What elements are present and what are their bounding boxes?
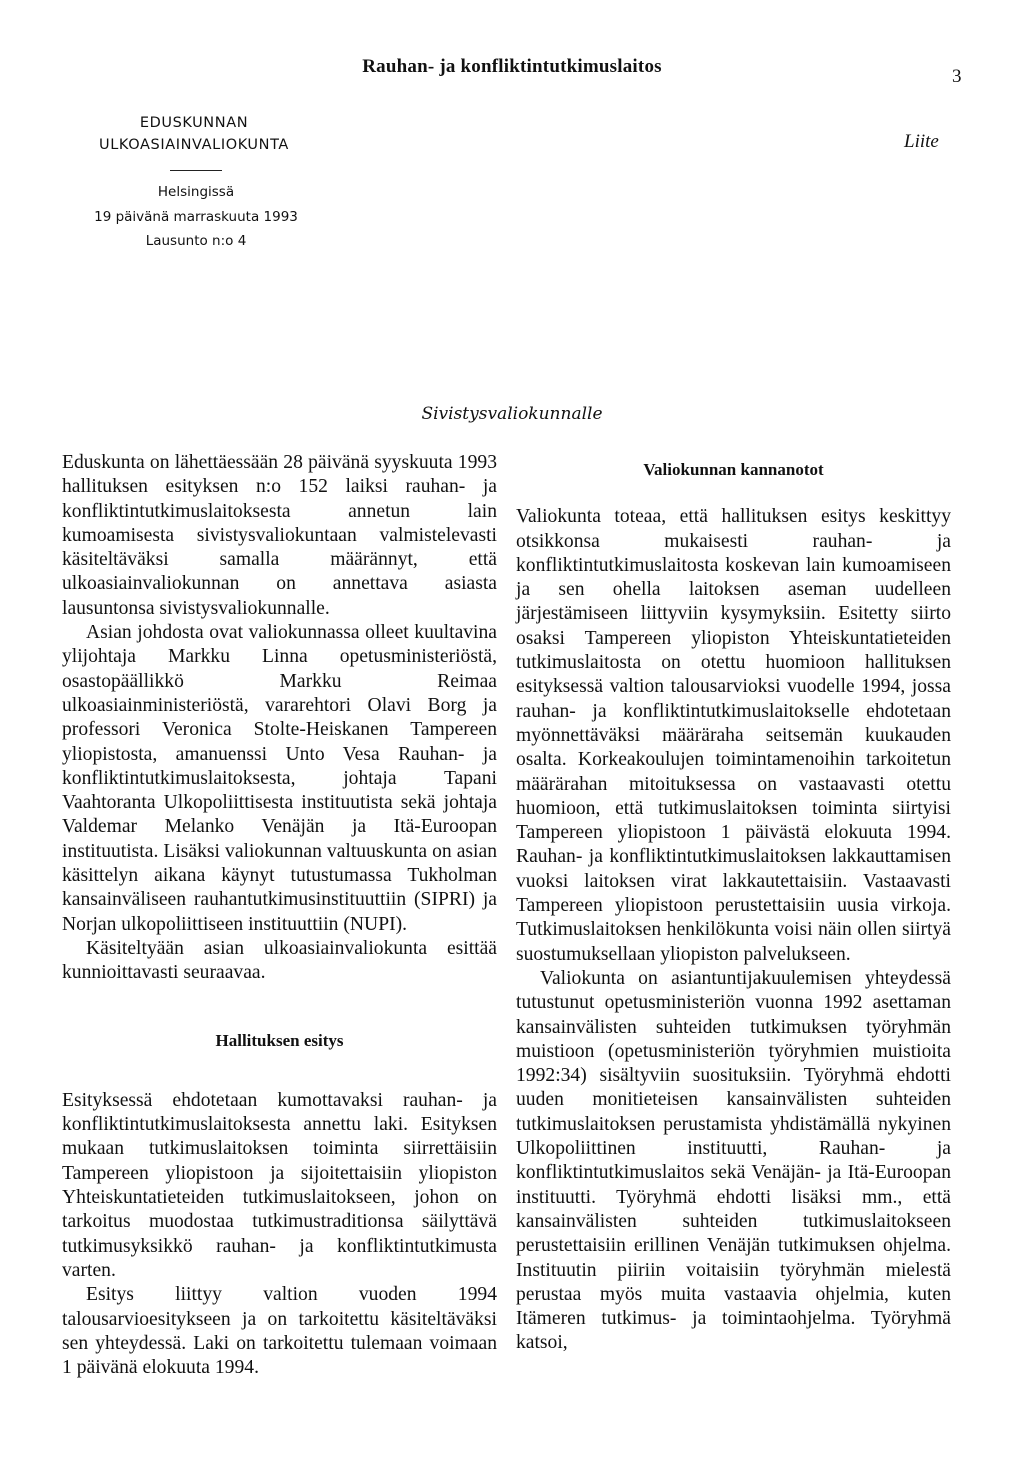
experts-paragraph: Asian johdosta ovat valiokunnassa olleet kuultavina ylijohtaja Markku Linna opetusministeriöstä, osastopäällikkö Markku Reimaa ulkoasiainministeriöstä, vararehtori Olavi Borg ja professori Veronica Stolte-Heiskanen Tampereen yliopistosta, amanuenssi Unto Vesa Rauhan- ja konfliktintutkimuslaitoksesta, johtaja Tapani Vaahtoranta Ulkopoliittisesta instituutista sekä johtaja Valdemar Melanko Venäjän ja Itä-Euroopan instituutista. Lisäksi valiokunnan valtuuskunta on asian käsittelyn aikana käynyt tutustumassa Tukholman kansainväliseen rauhantutkimusinstituuttiin (SIPRI) ja Norjan ulkopoliittiseen instituuttiin (NUPI). xyxy=(62,622,497,935)
committee-line-2: ULKOASIAINVALIOKUNTA xyxy=(99,137,289,153)
statement-number: Lausunto n:o 4 xyxy=(145,233,247,249)
intro-paragraph: Eduskunta on lähettäessään 28 päivänä syyskuuta 1993 hallituksen esityksen n:o 152 laiksi rauhan- ja konfliktintutkimuslaitoksesta annetun lain kumoamisesta sivistysvaliokuntaan valmistelevasti käsiteltäväksi samalla määrännyt, että ulkoasiainvaliokunnan on annettava asiasta lausuntonsa sivistysvaliokunnalle. xyxy=(62,452,497,619)
addressee: Sivistysvaliokunnalle xyxy=(421,404,603,424)
committee-line-1: EDUSKUNNAN xyxy=(139,115,249,131)
views-paragraph-1: Valiokunta toteaa, että hallituksen esitys keskittyy otsikkonsa mukaisesti rauhan- ja konfliktintutkimuslaitosta koskevan lain kumoamiseen ja sen ohella laitoksen aseman uudelleen järjestämiseen liittyviin kysymyksiin. Esitetty siirto osaksi Tampereen yliopiston Yhteiskuntatieteiden tutkimuslaitosta on otettu huomioon hallituksen esityksessä valtion talousarvioksi vuodelle 1994, jossa rauhan- ja konfliktintutkimuslaitokselle ehdotetaan myönnettäväksi määräraha seitsemän kuukauden osalta. Korkeakoulujen toimintamenoihin tarkoitetun määrärahan mitoituksessa on vastaavasti otettu huomioon, että tutkimuslaitoksen toiminta siirtyisi Tampereen yliopistoon 1 päivästä elokuuta 1994. Rauhan- ja konfliktintutkimuslaitoksen lakkauttamisen vuoksi laitoksen virat lakkautettaisiin. Vastaavasti Tampereen yliopistoon perustettaisiin uusia virkoja. Tutkimuslaitoksen henkilökunta voisi näin ollen siirtyä suostumuksellaan yliopiston palvelukseen. xyxy=(516,506,951,965)
appendix-label: Liite xyxy=(904,131,939,152)
left-column xyxy=(62,451,497,1380)
date: 19 päivänä marraskuuta 1993 xyxy=(94,208,298,225)
running-title: Rauhan- ja konfliktintutkimuslaitos xyxy=(362,56,662,77)
proposal-paragraph-2: Esitys liittyy valtion vuoden 1994 talousarvioesitykseen ja on tarkoitettu käsiteltäväksi sen yhteydessä. Laki on tarkoitettu tulemaan voimaan 1 päivänä elokuuta 1994. xyxy=(62,1284,497,1379)
conclusion-paragraph: Käsiteltyään asian ulkoasiainvaliokunta esittää kunnioittavasti seuraavaa. xyxy=(62,937,497,984)
section-heading-committee-views: Valiokunnan kannanotot xyxy=(643,460,824,479)
document-meta xyxy=(0,180,392,254)
proposal-paragraph-1: Esityksessä ehdotetaan kumottavaksi rauhan- ja konfliktintutkimuslaitoksesta annettu laki. Esityksen mukaan tutkimuslaitoksen toiminta siirrettäisiin Tampereen yliopistoon ja sijoitettaisiin yliopiston Yhteiskuntatieteiden tutkimuslaitokseen, johon on tarkoitus muodostaa tutkimustraditionsa säilyttävä tutkimusyksikkö rauhan- ja konfliktintutkimusta varten. xyxy=(62,1089,497,1281)
views-paragraph-2: Valiokunta on asiantuntijakuulemisen yhteydessä tutustunut opetusministeriön vuonna 1992 asettaman kansainvälisten suhteiden tutkimuksen työryhmän muistioon (opetusministeriön työryhmien muistioita 1992:34) sisältyviin suosituksiin. Työryhmä ehdotti uuden monitieteisen kansainvälisten suhteiden tutkimuslaitoksen perustamista yhdistämällä nykyinen Ulkopoliittinen instituutti, Rauhan- ja konfliktintutkimuslaitos sekä Venäjän- ja Itä-Euroopan instituutti. Työryhmä ehdotti lisäksi mm., että kansainvälisten suhteiden tutkimuslaitokseen perustettaisiin erillinen Venäjän tutkimuksen ohjelma. Instituutin piiriin voitaisiin työryhmän mielestä perustaa myös muita vastaavia ohjelmia, kuten Itämeren tutkimus- ja toimintaohjelma. Työryhmä katsoi, xyxy=(516,967,951,1354)
committee-name xyxy=(55,112,333,156)
place: Helsingissä xyxy=(157,184,235,200)
page-number: 3 xyxy=(952,66,962,87)
section-heading-proposal: Hallituksen esitys xyxy=(215,1030,344,1050)
divider-rule xyxy=(170,170,222,171)
right-column xyxy=(516,451,951,1356)
